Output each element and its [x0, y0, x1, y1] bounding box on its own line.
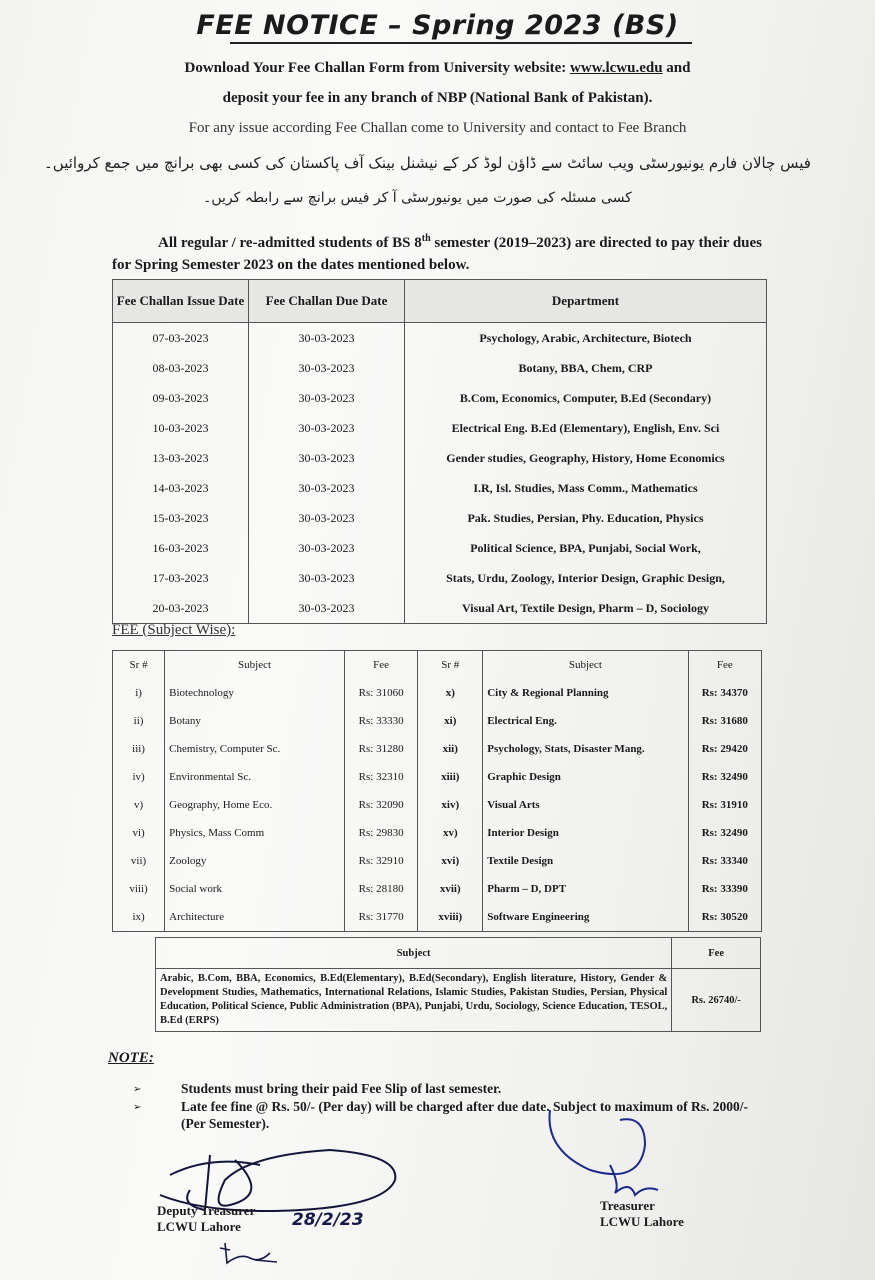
signature-date: 28/2/23	[292, 1210, 364, 1230]
sr-number: xv)	[418, 819, 483, 847]
issue-date: 10-03-2023	[113, 413, 249, 443]
download-text: Download Your Fee Challan Form from University website:	[184, 60, 571, 76]
issue-date: 16-03-2023	[113, 533, 249, 563]
treasurer-signature	[540, 1105, 670, 1205]
sr-number: x)	[418, 679, 483, 707]
intro-paragraph	[112, 228, 764, 276]
initials-signature	[215, 1238, 285, 1268]
fee-amount: Rs: 31910	[688, 791, 761, 819]
due-date: 30-03-2023	[249, 413, 405, 443]
subject-header: Subject	[483, 651, 688, 680]
subject-name: Social work	[165, 875, 345, 903]
department: Visual Art, Textile Design, Pharm – D, Sociology	[405, 593, 767, 624]
subject-name: Visual Arts	[483, 791, 688, 819]
sr-number: viii)	[113, 875, 165, 903]
subject-name: Physics, Mass Comm	[165, 819, 345, 847]
intro-text-1: All regular / re-admitted students of BS 8	[158, 235, 422, 251]
notice-title: FEE NOTICE – Spring 2023 (BS)	[196, 10, 679, 41]
subject-name: City & Regional Planning	[483, 679, 688, 707]
sr-header: Sr #	[113, 651, 165, 680]
download-suffix: and	[662, 60, 691, 76]
fee-header: Fee	[688, 651, 761, 680]
title-underline	[230, 42, 692, 44]
table-row	[113, 473, 767, 503]
fee-amount: Rs: 29420	[688, 735, 761, 763]
department: Pak. Studies, Persian, Phy. Education, Physics	[405, 503, 767, 533]
department: I.R, Isl. Studies, Mass Comm., Mathematics	[405, 473, 767, 503]
bullet-arrow-icon: ➢	[133, 1102, 142, 1113]
issue-date: 13-03-2023	[113, 443, 249, 473]
urdu-instruction-1: فیس چالان فارم یونیورسٹی ویب سائٹ سے ڈاؤن لوڈ کر کے نیشنل بینک آف پاکستان کی کسی بھی برانچ میں جمع کروائیں۔	[44, 154, 811, 172]
department: Electrical Eng. B.Ed (Elementary), English, Env. Sci	[405, 413, 767, 443]
due-date: 30-03-2023	[249, 323, 405, 354]
sr-number: xiv)	[418, 791, 483, 819]
fee-amount: Rs: 32490	[688, 819, 761, 847]
download-line	[0, 60, 875, 77]
fee-amount: Rs: 33390	[688, 875, 761, 903]
urdu-instruction-2: کسی مسئلہ کی صورت میں یونیورسٹی آ کر فیس برانچ سے رابطہ کریں۔	[203, 190, 632, 206]
sr-number: i)	[113, 679, 165, 707]
treasurer-org: LCWU Lahore	[600, 1214, 684, 1229]
department: Gender studies, Geography, History, Home Economics	[405, 443, 767, 473]
subject-header: Subject	[156, 938, 672, 969]
due-date: 30-03-2023	[249, 353, 405, 383]
subject-name: Architecture	[165, 903, 345, 932]
department: B.Com, Economics, Computer, B.Ed (Secondary)	[405, 383, 767, 413]
fee-schedule-table	[112, 279, 767, 624]
sr-number: xii)	[418, 735, 483, 763]
due-date: 30-03-2023	[249, 563, 405, 593]
sr-number: ii)	[113, 707, 165, 735]
table-row	[113, 533, 767, 563]
fee-header: Fee	[344, 651, 417, 680]
fee-amount: Rs: 31680	[688, 707, 761, 735]
due-date: 30-03-2023	[249, 473, 405, 503]
treasurer-title: Treasurer	[600, 1198, 655, 1213]
subject-fee-header-row	[113, 651, 762, 680]
table-row	[113, 323, 767, 354]
sr-number: vii)	[113, 847, 165, 875]
fee-amount: Rs: 33330	[344, 707, 417, 735]
subject-name: Zoology	[165, 847, 345, 875]
note-heading: NOTE:	[108, 1050, 154, 1066]
table-row	[113, 443, 767, 473]
fee-subject-wise-heading: FEE (Subject Wise):	[112, 622, 236, 638]
table-row	[113, 679, 762, 707]
table-row	[113, 819, 762, 847]
subject-name: Pharm – D, DPT	[483, 875, 688, 903]
table-row	[113, 847, 762, 875]
sr-number: vi)	[113, 819, 165, 847]
treasurer-label	[600, 1198, 684, 1230]
intro-text-2: semester (2019–2023) are directed to pay their dues for Spring Semester 2023 on the dates mentioned below.	[112, 235, 763, 273]
note-item: Late fee fine @ Rs. 50/- (Per day) will be charged after due date. Subject to maximum of Rs. 2000/- (Per Semester).	[181, 1099, 748, 1131]
sr-number: xiii)	[418, 763, 483, 791]
department: Stats, Urdu, Zoology, Interior Design, Graphic Design,	[405, 563, 767, 593]
deposit-line: deposit your fee in any branch of NBP (National Bank of Pakistan).	[222, 90, 653, 106]
table-row	[113, 563, 767, 593]
sr-number: xi)	[418, 707, 483, 735]
subject-name: Environmental Sc.	[165, 763, 345, 791]
subject-name: Interior Design	[483, 819, 688, 847]
due-date: 30-03-2023	[249, 383, 405, 413]
department-header: Department	[405, 280, 767, 323]
intro-sup: th	[421, 233, 431, 244]
table-row	[113, 707, 762, 735]
issue-date: 15-03-2023	[113, 503, 249, 533]
table-row	[113, 383, 767, 413]
fee-header: Fee	[672, 938, 761, 969]
table-row	[113, 903, 762, 932]
sr-number: xvi)	[418, 847, 483, 875]
sr-number: ix)	[113, 903, 165, 932]
table-row	[113, 763, 762, 791]
table-row	[113, 503, 767, 533]
subject-name: Graphic Design	[483, 763, 688, 791]
due-date: 30-03-2023	[249, 443, 405, 473]
table-row	[113, 791, 762, 819]
subject-name: Psychology, Stats, Disaster Mang.	[483, 735, 688, 763]
fee-amount: Rs: 31280	[344, 735, 417, 763]
issue-date: 08-03-2023	[113, 353, 249, 383]
note-item: Students must bring their paid Fee Slip of last semester.	[181, 1081, 502, 1096]
fee-amount: Rs: 32490	[688, 763, 761, 791]
due-date-header: Fee Challan Due Date	[249, 280, 405, 323]
deputy-treasurer-label	[157, 1203, 255, 1235]
sr-number: iv)	[113, 763, 165, 791]
common-subjects-list: Arabic, B.Com, BBA, Economics, B.Ed(Elementary), B.Ed(Secondary), English literature, History, Gender & Development Studies, Mathematics, International Relations, Islamic Studies, Pakistan Studies, Persian, Physical Education, Political Science, Public Administration (BPA), Punjabi, Urdu, Sociology, Science Education, TESOL, B.Ed (ERPS)	[156, 969, 672, 1032]
subject-name: Textile Design	[483, 847, 688, 875]
department: Psychology, Arabic, Architecture, Biotech	[405, 323, 767, 354]
sr-number: iii)	[113, 735, 165, 763]
bullet-arrow-icon: ➢	[133, 1084, 142, 1095]
table-row	[113, 413, 767, 443]
common-fee-table	[155, 937, 761, 1032]
issue-date: 09-03-2023	[113, 383, 249, 413]
fee-amount: Rs: 32310	[344, 763, 417, 791]
subject-name: Botany	[165, 707, 345, 735]
fee-amount: Rs: 28180	[344, 875, 417, 903]
due-date: 30-03-2023	[249, 593, 405, 624]
common-fee-header-row	[156, 938, 761, 969]
deputy-treasurer-org: LCWU Lahore	[157, 1219, 241, 1234]
table-row	[113, 353, 767, 383]
fee-amount: Rs: 29830	[344, 819, 417, 847]
issue-date: 07-03-2023	[113, 323, 249, 354]
due-date: 30-03-2023	[249, 503, 405, 533]
sr-header: Sr #	[418, 651, 483, 680]
issue-date: 20-03-2023	[113, 593, 249, 624]
table-row	[113, 735, 762, 763]
fee-amount: Rs: 31060	[344, 679, 417, 707]
sr-number: xviii)	[418, 903, 483, 932]
sr-number: v)	[113, 791, 165, 819]
subject-name: Biotechnology	[165, 679, 345, 707]
subject-fee-table	[112, 650, 762, 932]
issue-contact-line: For any issue according Fee Challan come to University and contact to Fee Branch	[188, 120, 687, 136]
subject-header: Subject	[165, 651, 345, 680]
subject-name: Chemistry, Computer Sc.	[165, 735, 345, 763]
university-website-link[interactable]: www.lcwu.edu	[570, 60, 663, 76]
due-date: 30-03-2023	[249, 533, 405, 563]
subject-name: Electrical Eng.	[483, 707, 688, 735]
issue-date-header: Fee Challan Issue Date	[113, 280, 249, 323]
table-row	[156, 969, 761, 1032]
schedule-header-row	[113, 280, 767, 323]
fee-amount: Rs: 34370	[688, 679, 761, 707]
sr-number: xvii)	[418, 875, 483, 903]
fee-amount: Rs: 33340	[688, 847, 761, 875]
fee-amount: Rs: 30520	[688, 903, 761, 932]
department: Political Science, BPA, Punjabi, Social Work,	[405, 533, 767, 563]
department: Botany, BBA, Chem, CRP	[405, 353, 767, 383]
issue-date: 14-03-2023	[113, 473, 249, 503]
issue-date: 17-03-2023	[113, 563, 249, 593]
fee-amount: Rs: 31770	[344, 903, 417, 932]
fee-amount: Rs: 32910	[344, 847, 417, 875]
table-row	[113, 593, 767, 624]
table-row	[113, 875, 762, 903]
subject-name: Software Engineering	[483, 903, 688, 932]
fee-amount: Rs: 32090	[344, 791, 417, 819]
common-fee-amount: Rs. 26740/-	[672, 969, 761, 1032]
subject-name: Geography, Home Eco.	[165, 791, 345, 819]
deputy-treasurer-title: Deputy Treasurer	[157, 1203, 256, 1218]
